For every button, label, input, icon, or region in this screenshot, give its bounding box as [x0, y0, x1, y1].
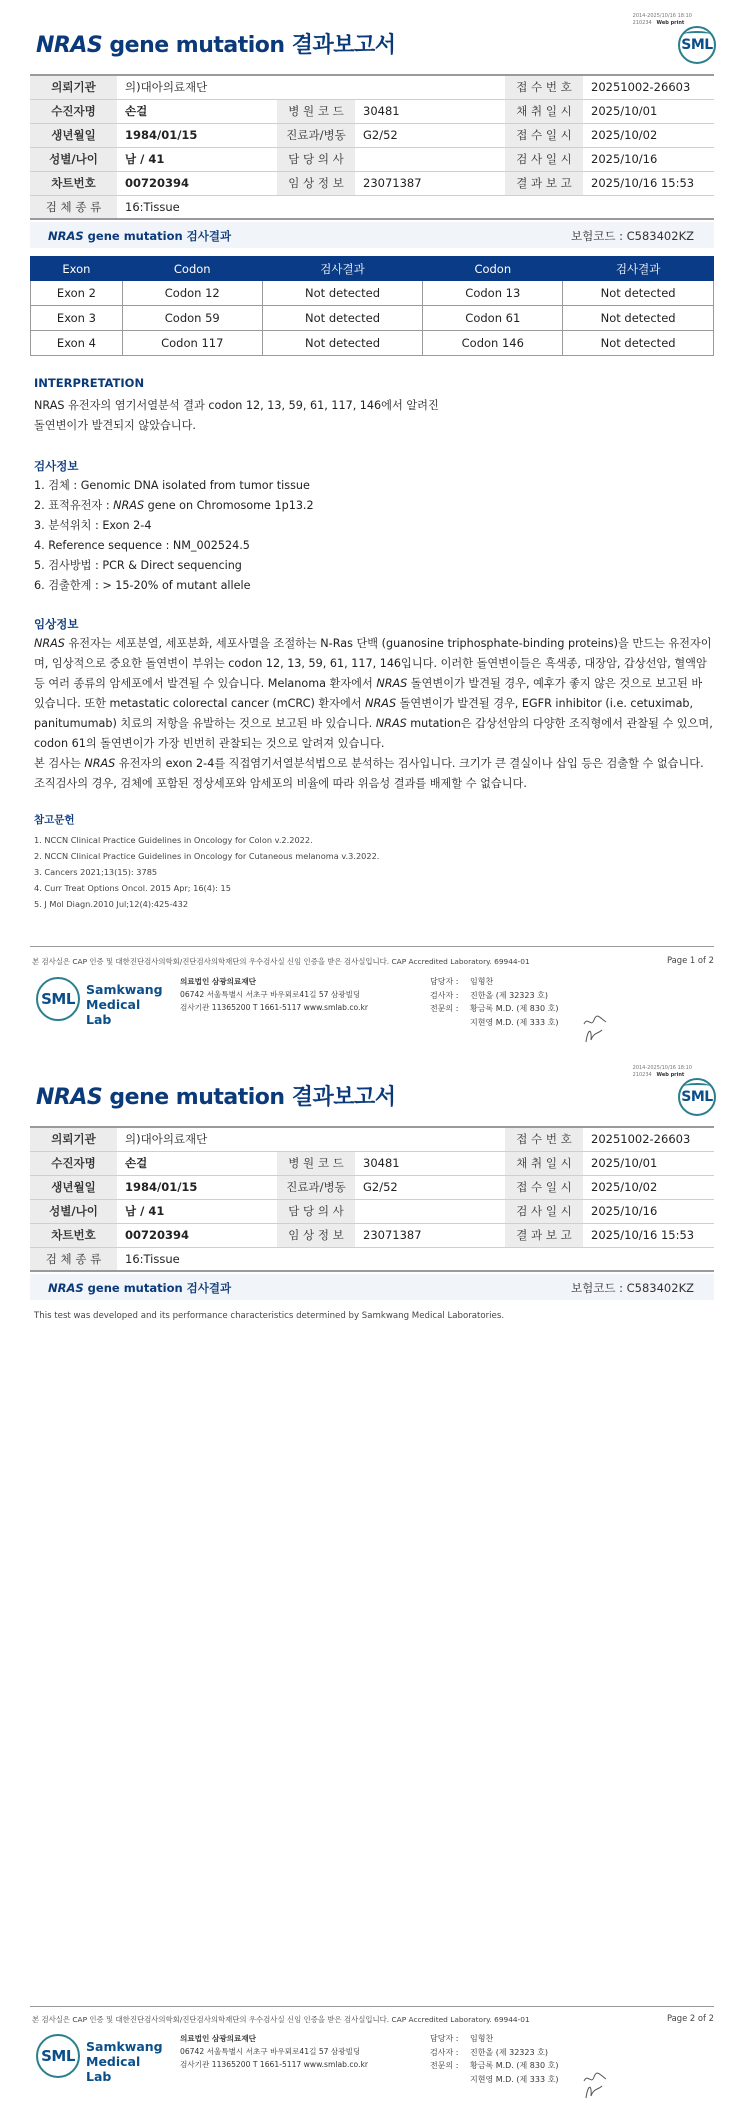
list-item: 6. 검출한계 : > 15-20% of mutant allele [34, 579, 251, 592]
footer-divider [30, 946, 714, 947]
report-page-2 [0, 1048, 744, 2104]
references-heading: 참고문헌 [34, 814, 75, 826]
test-info-heading: 검사정보 [34, 459, 79, 473]
list-item: 2. NCCN Clinical Practice Guidelines in Oncology for Cutaneous melanoma v.3.2022. [34, 851, 380, 861]
result-section-bar [30, 222, 714, 248]
list-item: 5. J Mol Diagn.2010 Jul;12(4):425-432 [34, 899, 189, 909]
table-row: Exon 2 Codon 12 Not detected Codon 13 Not detected [31, 281, 714, 306]
clinical-info-text [34, 634, 716, 794]
list-item: 3. 분석위치 : Exon 2-4 [34, 519, 152, 532]
sml-logo-icon: SML [36, 2034, 80, 2078]
sml-logo-icon: SML [678, 26, 716, 64]
patient-info-table: 의뢰기관 의)대아의료재단 접 수 번 호 20251002-26603 수진자명 손걸 병 원 코 드 30481 채 취 일 시 2025/10/01 생년월일 1984/01/15 진료과/병동 G2/52 접 수 일 시 2025/10/02 성별/나이 남 / 41 담 당 의 사 검 사 일 시 2025/10/16 차트번호 00720394 임 상 정 보 23071387 결 과 보 고 2025/10/16 15:53 검 체 종 류 16:Tissue [30, 1126, 714, 1272]
signature-icon [582, 2080, 608, 2102]
patient-name-value: 손걸 [117, 99, 277, 123]
interpretation-heading: INTERPRETATION [34, 376, 145, 390]
print-info: 2014-2025/10/16 18:10 210234 Web print [632, 1065, 692, 1078]
report-page-1 [0, 0, 744, 1048]
insurance-code: 보험코드 : C583402KZ [571, 229, 694, 243]
receipt-no-value: 20251002-26603 [583, 75, 714, 99]
staff-info: 담당자 : 임형찬 검사자 : 진한올 (제 32323 호) 전문의 : 황금록 M.D. (제 830 호) 지현영 M.D. (제 333 호) [430, 977, 559, 1027]
print-info: 2014-2025/10/16 18:10 210234 Web print [632, 13, 692, 26]
list-item: 4. Curr Treat Options Oncol. 2015 Apr; 16(4): 15 [34, 883, 231, 893]
report-title: NRAS gene mutation 결과보고서 [36, 1085, 396, 1110]
sml-logo-icon: SML [36, 977, 80, 1021]
clinical-paragraph-1: NRAS 유전자는 세포분열, 세포분화, 세포사멸을 조절하는 N-Ras 단백 (guanosine triphosphate-binding proteins)을 만드는 유전자이며, 임상적으로 중요한 돌연변이 부위는 codon 12, 13, 59, 61, 117, 146입니다. 이러한 돌연변이들은 흑색종, 대장암, 갑상선암, 혈액암 등 여러 종류의 암세포에서 발견될 수 있습니다. Melanoma 환자에서 NRAS 돌연변이가 발견될 경우, 예후가 좋지 않은 것으로 보고된 바 있습니다. 또한 metastatic colorectal cancer (mCRC) 환자에서 NRAS 돌연변이가 발견될 경우, EGFR inhibitor (i.e. cetuximab, panitumumab) 치료의 저항을 유발하는 것으로 보고된 바 있습니다. NRAS mutation은 갑상선암의 다양한 조직형에서 관찰될 수 있으며, codon 61의 돌연변이가 가장 빈번히 관찰되는 것으로 알려져 있습니다. [34, 637, 713, 750]
list-item: 2. 표적유전자 : NRAS gene on Chromosome 1p13.2 [34, 499, 314, 512]
list-item: 5. 검사방법 : PCR & Direct sequencing [34, 559, 242, 572]
table-row: Exon 3 Codon 59 Not detected Codon 61 Not detected [31, 306, 714, 331]
page-number: Page 2 of 2 [667, 2013, 714, 2023]
signature-icon [582, 1024, 608, 1046]
lab-info: 의료법인 삼광의료재단 06742 서울특별시 서초구 바우뫼로41길 57 삼광빌딩 검사기관 11365200 T 1661-5117 www.smlab.co.kr [180, 977, 368, 1012]
requester-value: 의)대아의료재단 [117, 75, 505, 99]
lab-logo: SML Samkwang Medical Lab [36, 977, 166, 1023]
test-info-list [34, 476, 314, 596]
patient-info-table: 의뢰기관 의)대아의료재단 접 수 번 호 20251002-26603 수진자명 손걸 병 원 코 드 30481 채 취 일 시 2025/10/01 생년월일 1984/01/15 진료과/병동 G2/52 접 수 일 시 2025/10/02 성별/나이 남 / 41 담 당 의 사 검 사 일 시 2025/10/16 차트번호 00720394 임 상 정 보 23071387 결 과 보 고 2025/10/16 15:53 검 체 종 류 16:Tissue [30, 74, 714, 220]
footer-note: 본 검사실은 CAP 인증 및 대한진단검사의학회/진단검사의학재단의 우수검사실 신임 인증을 받은 검사실입니다. CAP Accredited Laboratory. 69944-01 [32, 957, 530, 966]
page-number: Page 1 of 2 [667, 955, 714, 965]
lab-logo: SML Samkwang Medical Lab [36, 2034, 166, 2080]
staff-info: 담당자 : 임형찬 검사자 : 진한올 (제 32323 호) 전문의 : 황금록 M.D. (제 830 호) 지현영 M.D. (제 333 호) [430, 2034, 559, 2084]
clinical-paragraph-2: 본 검사는 NRAS 유전자의 exon 2-4를 직접염기서열분석법으로 분석하는 검사입니다. 크기가 큰 결실이나 삽입 등은 검출할 수 없습니다. 조직검사의 경우, 검체에 포함된 정상세포와 암세포의 비율에 따라 위음성 결과를 배제할 수 없습니다. [34, 757, 704, 790]
lab-info: 의료법인 삼광의료재단 06742 서울특별시 서초구 바우뫼로41길 57 삼광빌딩 검사기관 11365200 T 1661-5117 www.smlab.co.kr [180, 2034, 368, 2069]
result-header-row: Exon Codon 검사결과 Codon 검사결과 [31, 257, 714, 281]
result-section-title: NRAS gene mutation 검사결과 [48, 229, 232, 243]
footer-divider [30, 2006, 714, 2007]
interpretation-text: NRAS 유전자의 염기서열분석 결과 codon 12, 13, 59, 61, 117, 146에서 알려진 돌연변이가 발견되지 않았습니다. [34, 399, 439, 432]
list-item: 1. 검체 : Genomic DNA isolated from tumor tissue [34, 479, 310, 492]
footer-note: 본 검사실은 CAP 인증 및 대한진단검사의학회/진단검사의학재단의 우수검사실 신임 인증을 받은 검사실입니다. CAP Accredited Laboratory. 69944-01 [32, 2015, 530, 2024]
result-table [30, 256, 714, 356]
list-item: 1. NCCN Clinical Practice Guidelines in Oncology for Colon v.2.2022. [34, 835, 313, 845]
report-title: NRAS gene mutation 결과보고서 [36, 33, 396, 58]
clinical-info-heading: 임상정보 [34, 617, 79, 631]
result-section-bar: NRAS gene mutation 검사결과 보험코드 : C583402KZ [30, 1274, 714, 1300]
references-list [34, 832, 379, 912]
validation-note: This test was developed and its performance characteristics determined by Samkwang Medical Laboratories. [34, 1311, 505, 1321]
list-item: 4. Reference sequence : NM_002524.5 [34, 539, 250, 552]
table-row: Exon 4 Codon 117 Not detected Codon 146 Not detected [31, 331, 714, 356]
list-item: 3. Cancers 2021;13(15): 3785 [34, 867, 158, 877]
sml-logo-icon: SML [678, 1078, 716, 1116]
